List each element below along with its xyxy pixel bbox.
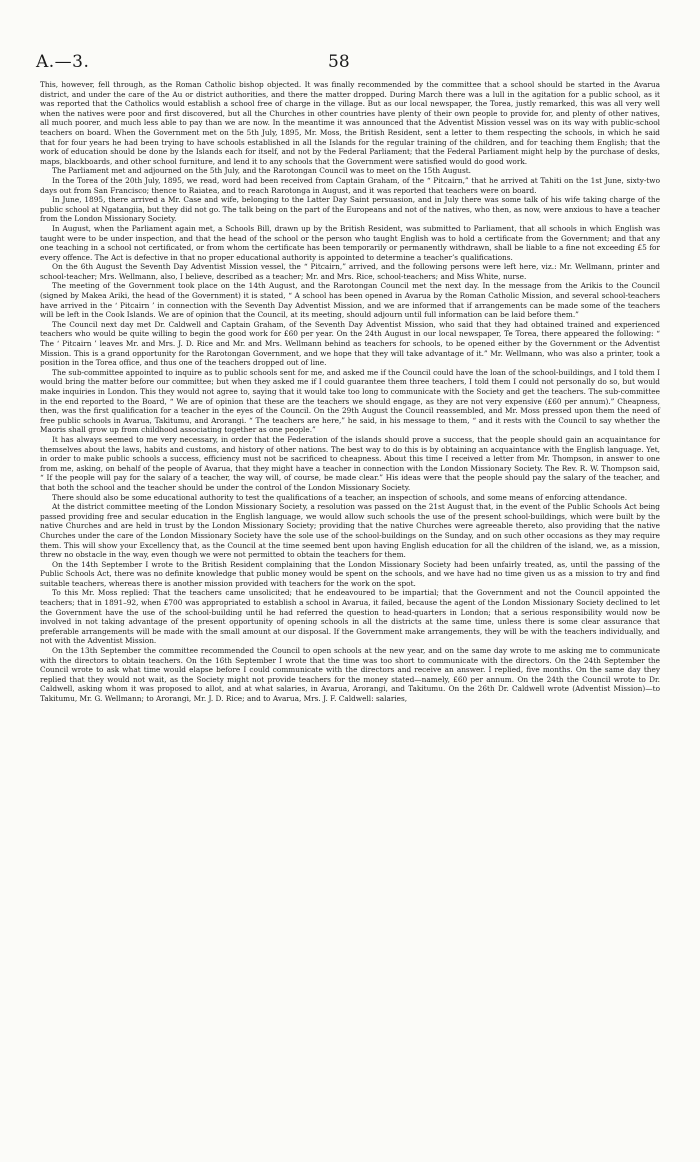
paragraph: On the 14th September I wrote to the British Resident complaining that the London Missionary Society had been unfairly treated, as, until the passing of the Public Schools Act, there was no definite knowledge that public money would be spent on the schools, and we have had no time given us as a mission to try and find suitable teachers, whereas there is another mission provided with teachers for the work on the spot. <box>40 559 660 588</box>
page-number: 58 <box>328 52 350 72</box>
paragraph: At the district committee meeting of the London Missionary Society, a resolution was passed on the 21st August that, in the event of the Public Schools Act being passed providing free and secular education in the English language, we would allow such schools the use of the present school-buildings, which were built by the native Churches and are held in trust by the London Missionary Society; providing that the native Churches were agreeable thereto, also providing that the native Churches under the care of the London Missionary Society have the sole use of the school-buildings on the Sunday, and on such other occasions as they may require them. This will show your Excellency that, as the Council at the time seemed bent upon having English education for all the children of the island, we, as a mission, threw no obstacle in the way, even though we were not permitted to obtain the teachers for them. <box>40 502 660 560</box>
paragraph: In August, when the Parliament again met, a Schools Bill, drawn up by the British Resident, was submitted to Parliament, that all schools in which English was taught were to be under inspection, and that the head of the school or the person who taught English was to hold a certificate from the Government; and that any one teaching in a school not certificated, or from whom the certificate has been temporarily or permanently withdrawn, shall be liable to a fine not exceeding £5 for every offence. The Act is defective in that no proper educational authority is appointed to determine a teacher’s qualifications. <box>40 223 660 262</box>
report-body-text <box>40 80 660 704</box>
paragraph: There should also be some educational authority to test the qualifications of a teacher, an inspection of schools, and some means of enforcing attendance. <box>52 492 628 502</box>
paragraph: The sub-committee appointed to inquire as to public schools sent for me, and asked me if the Council could have the loan of the school-buildings, and I told them I would bring the matter before our committee; but when they asked me if I could guarantee them three teachers, I told them I could not personally do so, but would make inquiries in London. This they would not agree to, saying that it would take too long to communicate with the Society and get the teachers. The sub-committee in the end reported to the Board, “ We are of opinion that these are the teachers we should engage, as they are not very expensive (£60 per annum).” Cheapness, then, was the first qualification for a teacher in the eyes of the Council. On the 29th August the Council reassembled, and Mr. Moss pressed upon them the need of free public schools in Avarua, Takitumu, and Arorangi. “ The teachers are here,” he said, in his message to them, “ and it rests with the Council to say whether the Maoris shall grow up from childhood associating together as one people.” <box>40 367 660 435</box>
paragraph: The Parliament met and adjourned on the 5th July, and the Rarotongan Council was to meet on the 15th August. <box>52 166 472 176</box>
parliamentary-paper-reference: A.—3. <box>36 52 90 72</box>
paragraph: The Council next day met Dr. Caldwell and Captain Graham, of the Seventh Day Adventist Mission, who said that they had obtained trained and experienced teachers who would be quite willing to begin the good work for £60 per year. On the 24th August in our local newspaper, Te Torea, there appeared the following: “ The ‘ Pitcairn ’ leaves Mr. and Mrs. J. D. Rice and Mr. and Mrs. Wellmann behind as teachers for schools, to be opened either by the Government or the Adventist Mission. This is a grand opportunity for the Rarotongan Government, and we hope that they will take advantage of it.” Mr. Wellmann, who was also a printer, took a position in the Torea office, and thus one of the teachers dropped out of line. <box>40 319 660 368</box>
paragraph: In the Torea of the 20th July, 1895, we read, word had been received from Captain Graham, of the “ Pitcairn,” that he arrived at Tahiti on the 1st June, sixty-two days out from San Francisco; thence to Raiatea, and to reach Rarotonga in August, and it was reported that teachers were on board. <box>40 175 660 195</box>
paragraph: This, however, fell through, as the Roman Catholic bishop objected. It was finally recommended by the committee that a school should be started in the Avarua district, and under the care of the Au or district authorities, and there the matter dropped. During March there was a lull in the agitation for a public school, as it was reported that the Catholics would establish a school free of charge in the village. But as our local newspaper, the Torea, justly remarked, this was all very well when the natives were poor and first discovered, but all the Churches in other countries have plenty of their own people to provide for, and plenty of other natives, all much poorer, and much less able to pay than we are now. In the meantime it was announced that the Adventist Mission vessel was on its way with public-school teachers on board. When the Government met on the 5th July, 1895, Mr. Moss, the British Resident, sent a letter to them respecting the schools, in which he said that for four years he had been trying to have schools established in all the Islands for the regular training of the children, and for teaching them English; that the work of education should be done by the Islands each for itself, and not by the Federal Parliament; that the Federal Parliament might help by the purchase of desks, maps, blackboards, and other school furniture, and lend it to any schools that the Government were satisfied would do good work. <box>40 80 660 166</box>
paragraph: On the 13th September the committee recommended the Council to open schools at the new year, and on the same day wrote to me asking me to communicate with the directors to obtain teachers. On the 16th September I wrote that the time was too short to communicate with the directors. On the 24th September the Council wrote to ask what time would elapse before I could communicate with the directors and receive an answer. I replied, five months. On the same day they replied that they would not wait, as the Society might not provide teachers for the money stated—namely, £60 per annum. On the 24th the Council wrote to Dr. Caldwell, asking whom it was proposed to allot, and at what salaries, in Avarua, Arorangi, and Takitumu. On the 26th Dr. Caldwell wrote (Adventist Mission)—to Takitumu, Mr. G. Wellmann; to Arorangi, Mr. J. D. Rice; and to Avarua, Mrs. J. F. Caldwell: salaries, <box>40 646 660 703</box>
page-header <box>36 52 660 80</box>
paragraph: To this Mr. Moss replied: That the teachers came unsolicited; that he endeavoured to be impartial; that the Government and not the Council appointed the teachers; that in 1891–92, when £700 was appropriated to establish a school in Avarua, it failed, because the agent of the London Missionary Society declined to let the Government have the use of the school-building until he had referred the question to head-quarters in London; that a serious responsibility would now be involved in not taking advantage of the present opportunity of opening schools in all the districts at the same time, unless there is some clear assurance that preferable arrangements will be made with the small amount at our disposal. If the Government make arrangements, they will be with the teachers individually, and not with the Adventist Mission. <box>40 588 660 646</box>
paragraph: The meeting of the Government took place on the 14th August, and the Rarotongan Council met the next day. In the message from the Arikis to the Council (signed by Makea Ariki, the head of the Government) it is stated, “ A school has been opened in Avarua by the Roman Catholic Mission, and several school-teachers have arrived in the ‘ Pitcairn ’ in connection with the Seventh Day Adventist Mission, and we are informed that if arrangements can be made some of the teachers will be left in the Cook Islands. We are of opinion that the Council, at its meeting, should adjourn until full information can be laid before them.” <box>40 281 660 320</box>
paragraph: It has always seemed to me very necessary, in order that the Federation of the islands should prove a success, that the people should gain an acquaintance for themselves about the laws, habits and customs, and history of other nations. The best way to do this is by obtaining an acquaintance with the English language. Yet, in order to make public schools a success, efficiency must not be sacrificed to cheapness. About this time I received a letter from Mr. Thompson, in answer to one from me, asking, on behalf of the people of Avarua, that they might have a teacher in connection with the London Missionary Society. The Rev. R. W. Thompson said, “ If the people will pay for the salary of a teacher, the way will, of course, be made clear.” His ideas were that the people should pay the salary of the teacher, and that both the school and the teacher should be under the control of the London Missionary Society. <box>40 434 660 492</box>
paragraph: On the 6th August the Seventh Day Adventist Mission vessel, the “ Pitcairn,” arrived, and the following persons were left here, viz.: Mr. Wellmann, printer and school-teacher; Mrs. Wellmann, also, I believe, described as a teacher; Mr. and Mrs. Rice, school-teachers; and Miss White, nurse. <box>40 262 660 281</box>
paragraph: In June, 1895, there arrived a Mr. Case and wife, belonging to the Latter Day Saint persuasion, and in July there was some talk of his wife taking charge of the public school at Ngatangiia, but they did not go. The talk being on the part of the Europeans and not of the natives, who then, as now, were anxious to have a teacher from the London Missionary Society. <box>40 195 660 224</box>
